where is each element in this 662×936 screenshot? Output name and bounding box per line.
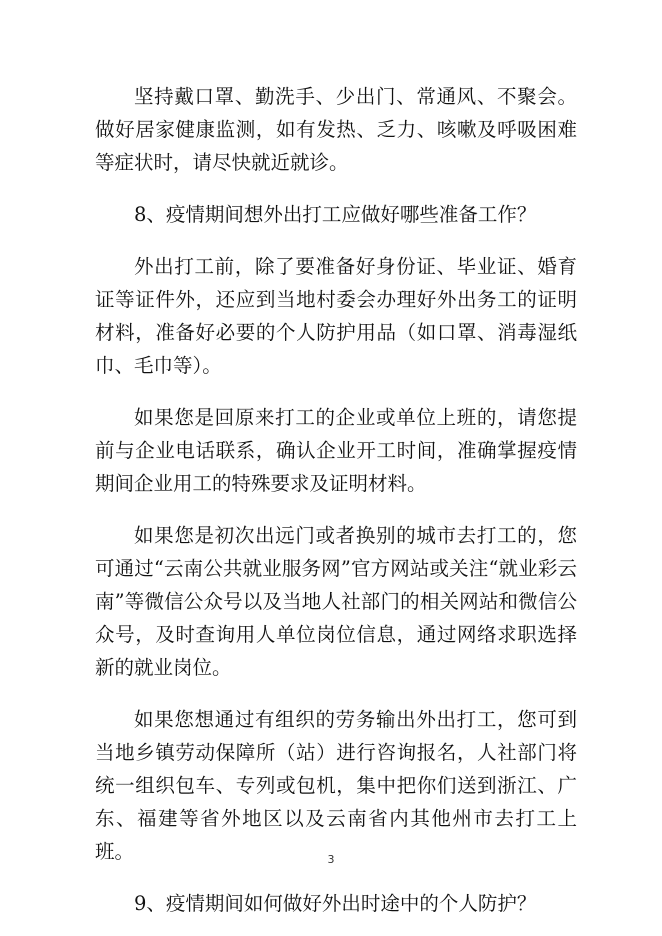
paragraph-preparation-documents: 外出打工前，除了要准备好身份证、毕业证、婚育证等证件外，还应到当地村委会办理好外出务工的证明材料，准备好必要的个人防护用品（如口罩、消毒湿纸巾、毛巾等）。: [95, 255, 577, 377]
paragraph-new-job-search: 如果您是初次出远门或者换别的城市去打工的，您可通过“云南公共就业服务网”官方网站或关注“就业彩云南”等微信公众号以及当地人社部门的相关网站和微信公众号，及时查询用人单位岗位信息，通过网络求职选择新的就业岗位。: [95, 524, 577, 679]
page-number: 3: [327, 853, 335, 866]
paragraph-organized-labor-export: 如果您想通过有组织的劳务输出外出打工，您可到当地乡镇劳动保障所（站）进行咨询报名，人社部门将统一组织包车、专列或包机，集中把你们送到浙江、广东、福建等省外地区以及云南省内其他州市去打工上班。: [95, 708, 577, 863]
question-heading-9: 9、疫情期间如何做好外出时途中的个人防护？: [134, 892, 537, 915]
question-heading-8: 8、疫情期间想外出打工应做好哪些准备工作？: [134, 203, 537, 226]
document-body: [95, 80, 577, 920]
paragraph-prevention-advice: 坚持戴口罩、勤洗手、少出门、常通风、不聚会。做好居家健康监测，如有发热、乏力、咳嗽及呼吸困难等症状时，请尽快就近就诊。: [95, 85, 577, 174]
paragraph-return-to-employer: 如果您是回原来打工的企业或单位上班的，请您提前与企业电话联系，确认企业开工时间，准确掌握疫情期间企业用工的特殊要求及证明材料。: [95, 406, 577, 495]
